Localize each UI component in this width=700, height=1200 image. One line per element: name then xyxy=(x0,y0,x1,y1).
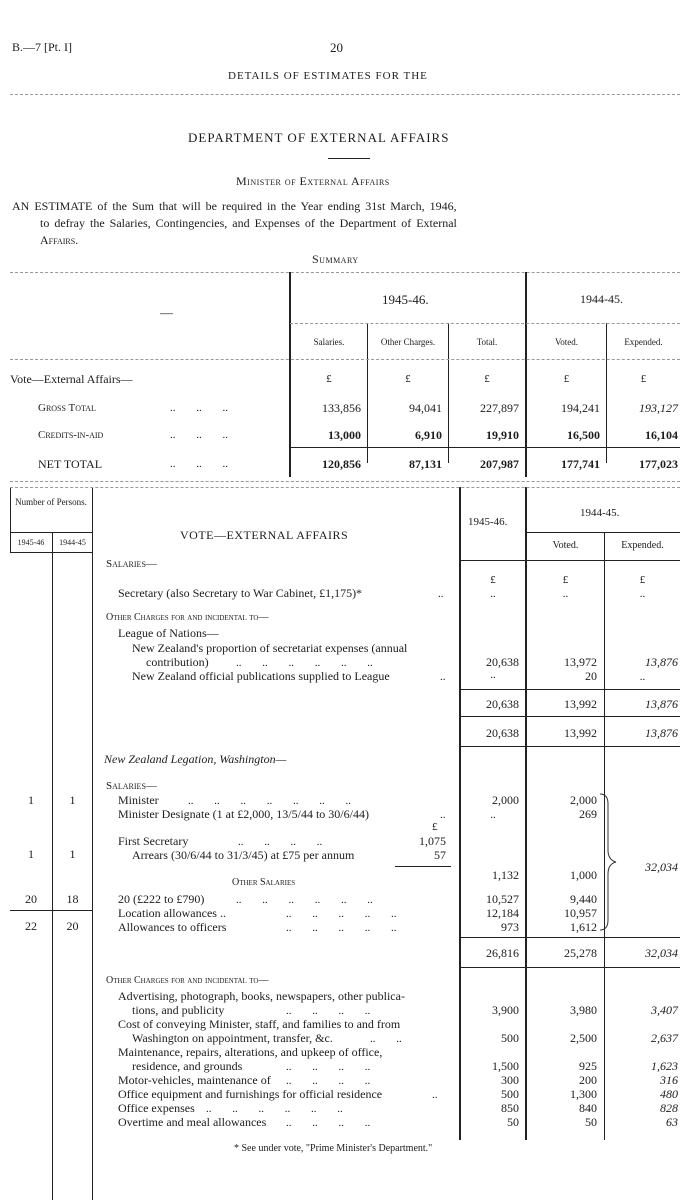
summary-cell: 19,910 xyxy=(486,428,519,442)
row-dots: .. xyxy=(440,809,446,821)
vote-currency: £ xyxy=(562,574,569,586)
legation-subtotal-expended: 32,034 xyxy=(645,946,678,960)
vote-vline-persons-right xyxy=(92,487,93,1200)
summary-top-rule xyxy=(10,272,680,273)
estimate-line-3: Affairs. xyxy=(40,233,79,247)
subtotal-expended: 13,876 xyxy=(645,697,678,711)
vote-sub-rule-3 xyxy=(460,746,680,747)
row-dots: .. .. .. .. .. .. xyxy=(206,1103,343,1115)
legation-subtotal-current: 26,816 xyxy=(486,946,519,960)
summary-cell: 87,131 xyxy=(409,457,442,471)
summary-dash: — xyxy=(160,305,173,320)
item-line: residence, and grounds xyxy=(132,1059,243,1073)
minister-title: Minister of External Affairs xyxy=(236,174,390,188)
summary-row-label: NET TOTAL xyxy=(38,457,103,471)
summary-cell: 13,000 xyxy=(328,428,361,442)
item-line: Motor-vehicles, maintenance of xyxy=(118,1073,271,1087)
summary-cell: 16,500 xyxy=(567,428,600,442)
league-contribution-expended: 13,876 xyxy=(645,655,678,669)
row-dots: .. .. .. .. .. xyxy=(286,922,397,934)
persons-current: 20 xyxy=(25,892,37,906)
item-expended: 3,407 xyxy=(651,1003,678,1017)
designate-current: .. xyxy=(490,809,496,821)
item-expended: 480 xyxy=(660,1087,678,1101)
summary-cell: 120,856 xyxy=(322,457,361,471)
designate-line: Minister Designate (1 at £2,000, 13/5/44 to 30/6/44) xyxy=(118,807,369,821)
summary-row-label: Gross Total xyxy=(38,402,96,414)
vote-top-rule xyxy=(10,487,680,488)
summary-cell: 133,856 xyxy=(322,401,361,415)
persons-current: 1 xyxy=(28,793,34,807)
vote-year-current: 1945-46. xyxy=(468,516,508,528)
summary-row-label: Credits-in-aid xyxy=(38,429,104,441)
grades-line: 20 (£222 to £790) xyxy=(118,892,205,906)
minister-voted: 2,000 xyxy=(570,793,597,807)
first-secretary-amount: 1,075 xyxy=(419,834,446,848)
summary-year-current: 1945-46. xyxy=(382,292,429,307)
summary-col-voted: Voted. xyxy=(554,337,579,347)
subtotal-voted: 13,992 xyxy=(564,697,597,711)
summary-currency: £ xyxy=(405,373,411,385)
persons-prev: 1 xyxy=(69,847,76,861)
estimate-line-1: AN ESTIMATE of the Sum that will be required in the Year ending 31st March, 1946, xyxy=(12,199,457,213)
league-publications-voted: 20 xyxy=(585,669,597,683)
subtotal-current: 20,638 xyxy=(486,697,519,711)
row-dots: .. xyxy=(438,588,444,600)
item-current: 850 xyxy=(501,1101,519,1115)
item-line: tions, and publicity xyxy=(132,1003,225,1017)
row-dots: .. .. .. .. .. .. .. xyxy=(188,795,351,807)
league-heading: League of Nations— xyxy=(118,626,219,640)
first-secretary-voted: 1,000 xyxy=(570,868,597,882)
row-dots: .. .. .. .. xyxy=(286,1075,371,1087)
row-dots: .. .. .. .. .. .. xyxy=(236,657,373,669)
league-contribution-current: 20,638 xyxy=(486,655,519,669)
summary-col-other-charges: Other Charges. xyxy=(380,337,436,347)
secretary-current: .. xyxy=(490,588,496,600)
persons-prev: 20 xyxy=(66,919,79,933)
summary-col-total: Total. xyxy=(476,337,498,347)
legation-other-heading: Other Charges for and incidental to— xyxy=(106,975,269,986)
item-voted: 925 xyxy=(579,1059,597,1073)
summary-currency: £ xyxy=(326,373,332,385)
item-current: 3,900 xyxy=(492,1003,519,1017)
subtotal-voted: 13,992 xyxy=(564,726,597,740)
summary-row-dots: .. .. .. xyxy=(170,458,228,470)
item-line: Maintenance, repairs, alterations, and upkeep of office, xyxy=(118,1045,383,1059)
item-expended: 63 xyxy=(666,1115,678,1129)
other-salaries-heading: Other Salaries xyxy=(232,877,296,888)
item-line: Office equipment and furnishings for official residence xyxy=(118,1087,383,1101)
vote-vline-persons-mid xyxy=(52,532,53,1200)
item-expended: 828 xyxy=(660,1101,678,1115)
item-line: Cost of conveying Minister, staff, and families to and from xyxy=(118,1017,401,1031)
item-current: 1,500 xyxy=(492,1059,519,1073)
summary-year-prev: 1944-45. xyxy=(580,292,623,306)
league-line-1: New Zealand's proportion of secretariat expenses (annual xyxy=(132,641,408,655)
item-expended: 316 xyxy=(660,1073,678,1087)
row-dots: .. xyxy=(432,1089,438,1101)
row-dots: .. .. .. .. xyxy=(286,1061,371,1073)
page-number: 20 xyxy=(330,40,343,55)
estimate-line-2: to defray the Salaries, Contingencies, and Expenses of the Department of External xyxy=(40,216,457,230)
summary-bottom-rule xyxy=(10,481,680,482)
summary-subheader-rule xyxy=(290,323,680,324)
summary-vote-label: Vote—External Affairs— xyxy=(10,372,133,386)
row-dots: .. .. .. .. xyxy=(286,1005,371,1017)
summary-cell: 194,241 xyxy=(561,401,600,415)
summary-cell: 6,910 xyxy=(415,428,442,442)
minister-current: 2,000 xyxy=(492,793,519,807)
persons-header: Number of Persons. xyxy=(15,497,87,507)
vote-col-expended: Expended. xyxy=(621,540,664,551)
allowances-voted: 1,612 xyxy=(570,920,597,934)
legation-salaries-heading: Salaries— xyxy=(106,780,157,792)
arrears-line: Arrears (30/6/44 to 31/3/45) at £75 per annum xyxy=(132,848,355,862)
vote-legation-rule-2 xyxy=(460,967,680,968)
vote-salaries-heading: Salaries— xyxy=(106,558,157,570)
other-charges-heading: Other Charges for and incidental to— xyxy=(106,612,269,623)
summary-header-bottom-rule xyxy=(10,359,680,360)
vote-currency: £ xyxy=(639,574,646,586)
secretary-expended: .. xyxy=(639,588,646,600)
item-expended: 2,637 xyxy=(651,1031,678,1045)
first-secretary-line: First Secretary xyxy=(118,834,189,848)
item-expended: 1,623 xyxy=(651,1059,678,1073)
vote-persons-header-bottom xyxy=(10,552,92,553)
subtotal-current: 20,638 xyxy=(486,726,519,740)
persons-year-prev: 1944-45 xyxy=(59,538,86,547)
persons-current: 22 xyxy=(25,919,37,933)
page-subtitle: DETAILS OF ESTIMATES FOR THE xyxy=(228,70,428,82)
summary-col-salaries: Salaries. xyxy=(313,337,345,347)
item-current: 500 xyxy=(501,1031,519,1045)
legation-subtotal-voted: 25,278 xyxy=(564,946,597,960)
arrears-rule xyxy=(395,866,451,867)
row-dots: .. xyxy=(440,671,446,683)
summary-row-dots: .. .. .. xyxy=(170,402,228,414)
vote-sub-rule-1 xyxy=(460,689,680,690)
summary-cell: 193,127 xyxy=(639,401,678,415)
vote-persons-rule xyxy=(10,532,92,533)
secretary-line: Secretary (also Secretary to War Cabinet, £1,175)* xyxy=(118,586,363,600)
summary-cell: 177,023 xyxy=(639,457,678,471)
row-dots: .. .. .. .. xyxy=(238,836,323,848)
item-voted: 3,980 xyxy=(570,1003,597,1017)
summary-cell: 207,987 xyxy=(480,457,519,471)
item-voted: 200 xyxy=(579,1073,597,1087)
item-current: 300 xyxy=(501,1073,519,1087)
designate-voted: 269 xyxy=(579,807,597,821)
item-line: Overtime and meal allowances xyxy=(118,1115,267,1129)
persons-year-current: 1945-46 xyxy=(17,538,45,547)
allowances-current: 973 xyxy=(501,920,519,934)
item-current: 500 xyxy=(501,1087,519,1101)
summary-cell: 94,041 xyxy=(409,401,442,415)
vote-title: VOTE—EXTERNAL AFFAIRS xyxy=(180,528,349,542)
summary-currency: £ xyxy=(484,373,490,385)
league-publications-current: .. xyxy=(490,669,496,681)
vote-sub-rule-2 xyxy=(460,716,680,717)
footnote: * See under vote, "Prime Minister's Department." xyxy=(234,1143,433,1154)
arrears-amount: 57 xyxy=(434,848,446,862)
item-line: Advertising, photograph, books, newspapers, other publica- xyxy=(118,989,405,1003)
vote-legation-rule-1 xyxy=(460,937,680,938)
item-voted: 840 xyxy=(579,1101,597,1115)
league-publications-expended: .. xyxy=(639,671,646,683)
row-dots: .. .. .. .. .. .. xyxy=(236,894,373,906)
row-dots: .. .. xyxy=(370,1033,402,1045)
item-voted: 1,300 xyxy=(570,1087,597,1101)
page-reference: B.—7 [Pt. I] xyxy=(12,40,72,54)
location-line: Location allowances .. xyxy=(118,906,226,920)
persons-current: 1 xyxy=(28,847,34,861)
bracket-total: 32,034 xyxy=(645,860,678,874)
vote-currency: £ xyxy=(490,574,496,586)
brace-icon xyxy=(598,792,620,932)
vote-year-prev: 1944-45. xyxy=(580,507,620,519)
summary-row-dots: .. .. .. xyxy=(170,429,228,441)
department-title: DEPARTMENT OF EXTERNAL AFFAIRS xyxy=(188,130,450,145)
item-current: 50 xyxy=(507,1115,519,1129)
first-secretary-current: 1,132 xyxy=(492,868,519,882)
minister-line: Minister xyxy=(118,793,159,807)
vote-col-voted: Voted. xyxy=(552,540,579,551)
league-contribution-voted: 13,972 xyxy=(564,655,597,669)
item-line: Office expenses xyxy=(118,1101,195,1115)
summary-currency: £ xyxy=(563,373,570,385)
item-line: Washington on appointment, transfer, &c. xyxy=(132,1031,333,1045)
subtotal-expended: 13,876 xyxy=(645,726,678,740)
title-rule xyxy=(328,158,370,159)
summary-net-rule xyxy=(290,447,680,448)
summary-cell: 177,741 xyxy=(561,457,600,471)
row-dots: .. .. .. .. xyxy=(286,1117,371,1129)
persons-prev: 18 xyxy=(66,892,79,906)
persons-prev: 1 xyxy=(69,793,76,807)
league-line-3: New Zealand official publications supplied to League xyxy=(132,669,390,683)
vote-years-rule xyxy=(526,532,680,533)
summary-title: Summary xyxy=(312,252,359,266)
legation-heading: New Zealand Legation, Washington— xyxy=(104,752,287,766)
allowances-line: Allowances to officers xyxy=(118,920,227,934)
row-dots: .. .. .. .. .. xyxy=(286,908,397,920)
item-voted: 50 xyxy=(585,1115,597,1129)
league-line-2: contribution) xyxy=(146,655,209,669)
location-voted: 10,957 xyxy=(564,906,597,920)
grades-current: 10,527 xyxy=(486,892,519,906)
secretary-voted: .. xyxy=(562,588,569,600)
location-current: 12,184 xyxy=(486,906,519,920)
summary-cell: 227,897 xyxy=(480,401,519,415)
header-rule xyxy=(10,94,680,95)
summary-col-expended: Expended. xyxy=(624,337,663,347)
inner-currency: £ xyxy=(432,821,438,833)
item-voted: 2,500 xyxy=(570,1031,597,1045)
vote-header-bottom xyxy=(460,560,680,561)
summary-currency: £ xyxy=(640,373,647,385)
grades-voted: 9,440 xyxy=(570,892,597,906)
vote-persons-total-rule xyxy=(10,910,92,911)
summary-cell: 16,104 xyxy=(645,428,678,442)
